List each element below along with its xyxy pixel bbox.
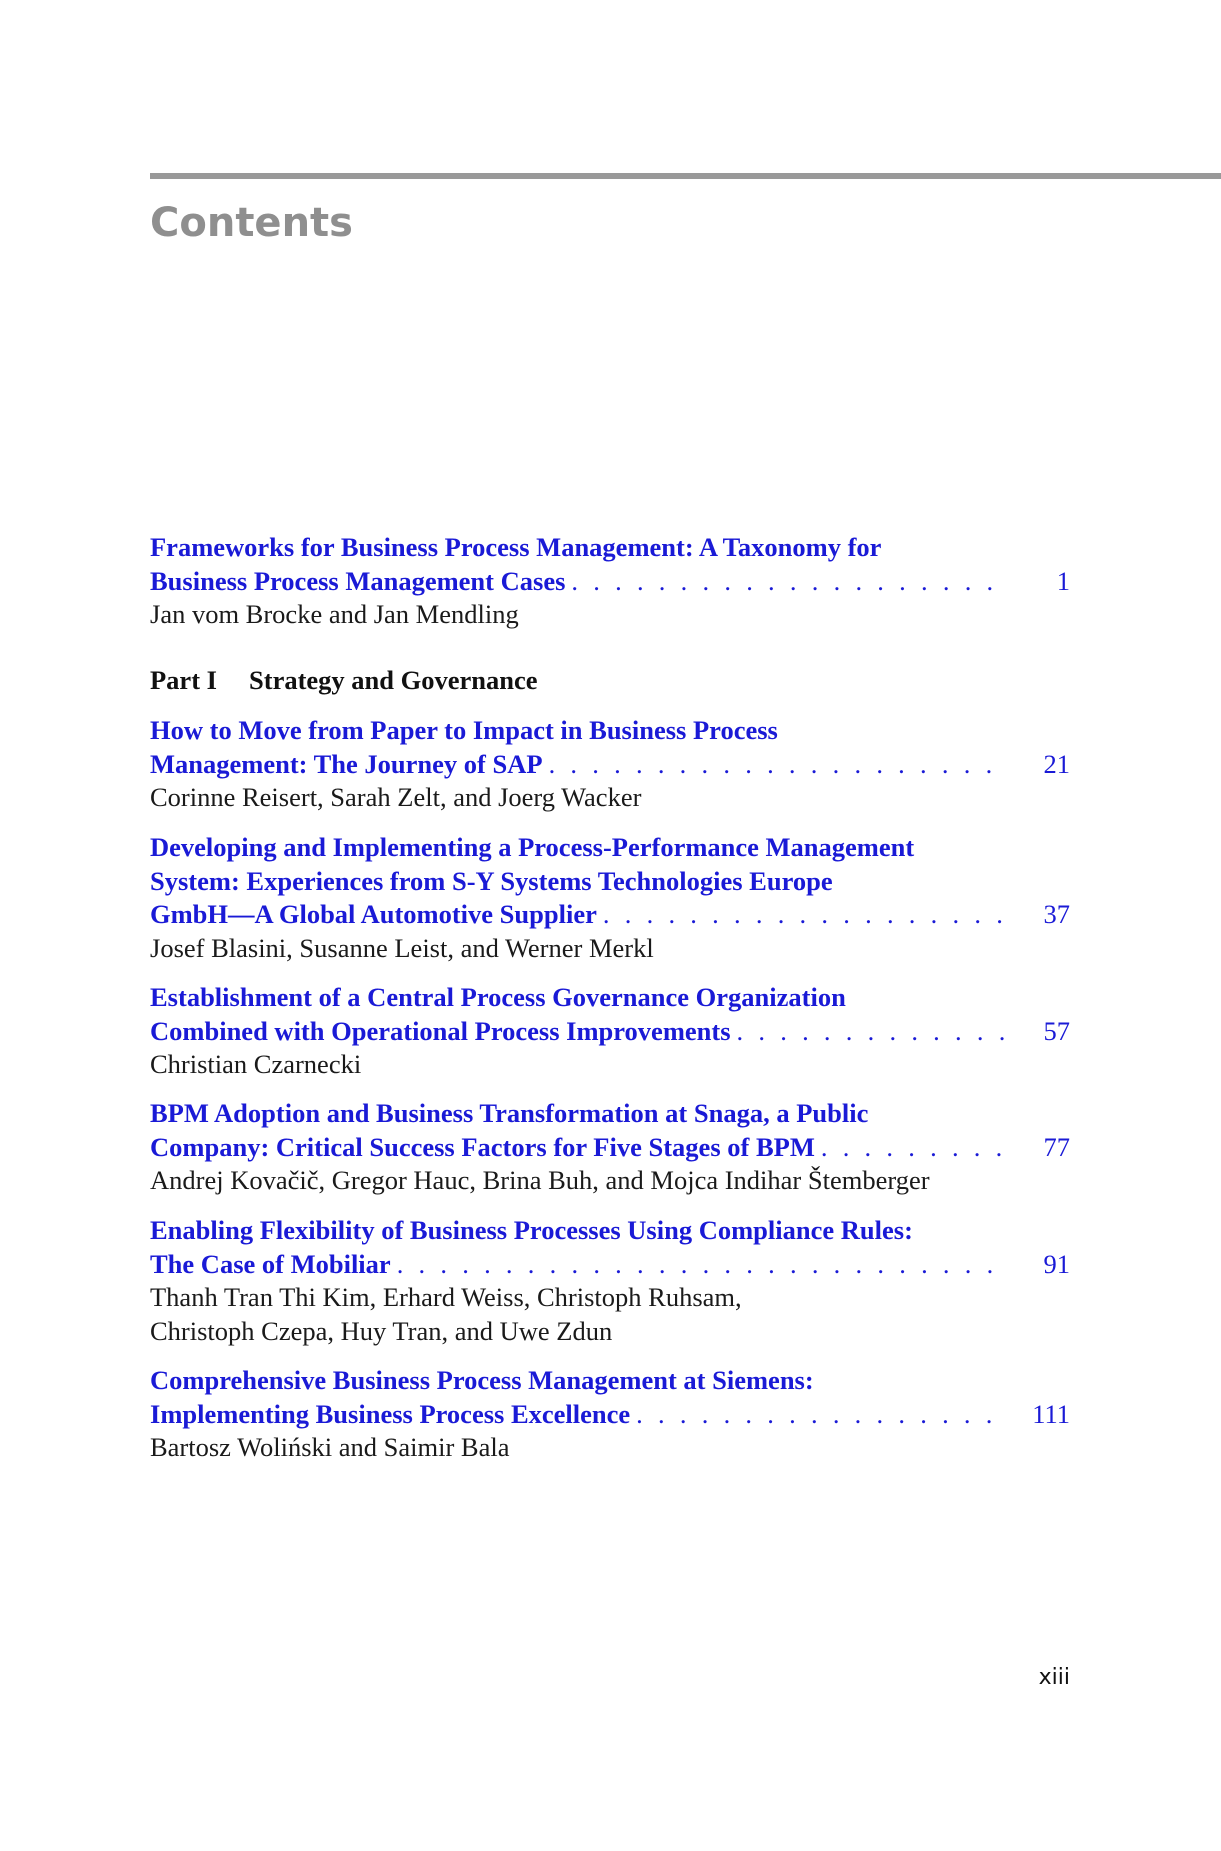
entry-page-number[interactable]: 91: [1043, 1248, 1070, 1279]
entry-title-line[interactable]: Establishment of a Central Process Governance Organization: [150, 982, 846, 1012]
entry-authors: Jan vom Brocke and Jan Mendling: [150, 599, 519, 629]
entry-page-number[interactable]: 21: [1043, 748, 1070, 779]
entry-authors: Christian Czarnecki: [150, 1049, 362, 1079]
dot-leader: [636, 1398, 1004, 1432]
entry-title-line[interactable]: Developing and Implementing a Process-Performance Management: [150, 832, 915, 862]
entry-title-line[interactable]: System: Experiences from S-Y Systems Technologies Europe: [150, 865, 833, 896]
entry-authors: Josef Blasini, Susanne Leist, and Werner Merkl: [150, 932, 654, 963]
entry-title-line[interactable]: BPM Adoption and Business Transformation at Snaga, a Public: [150, 1098, 869, 1128]
entry-authors: Bartosz Woliński and Saimir Bala: [150, 1432, 510, 1462]
entry-title-line[interactable]: Frameworks for Business Process Management: A Taxonomy for: [150, 532, 882, 562]
dot-leader: [571, 565, 1004, 599]
toc-entry[interactable]: [150, 831, 1070, 965]
entry-title-line[interactable]: Combined with Operational Process Improvements: [150, 1015, 731, 1046]
dot-leader: [397, 1248, 1004, 1282]
entry-page-number[interactable]: 37: [1043, 899, 1070, 929]
entry-authors: Thanh Tran Thi Kim, Erhard Weiss, Christoph Ruhsam,: [150, 1282, 742, 1312]
entry-page-number[interactable]: 77: [1043, 1131, 1070, 1162]
entry-title-line[interactable]: How to Move from Paper to Impact in Business Process: [150, 715, 778, 745]
toc-entry[interactable]: [150, 1097, 1070, 1198]
page-title: Contents: [150, 200, 353, 246]
entry-title-line[interactable]: Enabling Flexibility of Business Processes Using Compliance Rules:: [150, 1215, 913, 1245]
entry-title-line[interactable]: Comprehensive Business Process Management at Siemens:: [150, 1365, 814, 1395]
entry-authors: Andrej Kovačič, Gregor Hauc, Brina Buh, and Mojca Indihar Štemberger: [150, 1165, 930, 1195]
entry-title-line[interactable]: Implementing Business Process Excellence: [150, 1398, 631, 1429]
toc-entry[interactable]: [150, 531, 1070, 632]
toc-entry[interactable]: [150, 714, 1070, 815]
page-folio: xiii: [1038, 1665, 1070, 1690]
part-heading: [150, 664, 538, 698]
toc-entry[interactable]: [150, 1364, 1070, 1465]
entry-title-line[interactable]: Business Process Management Cases: [150, 565, 566, 596]
entry-title-line[interactable]: The Case of Mobiliar: [150, 1248, 391, 1279]
entry-authors: Corinne Reisert, Sarah Zelt, and Joerg Wacker: [150, 782, 642, 812]
entry-title-line[interactable]: Management: The Journey of SAP: [150, 748, 543, 779]
dot-leader: [737, 1015, 1004, 1049]
entry-title-line[interactable]: GmbH—A Global Automotive Supplier: [150, 899, 597, 929]
entry-page-number[interactable]: 111: [1032, 1398, 1070, 1429]
entry-title-line[interactable]: Company: Critical Success Factors for Five Stages of BPM: [150, 1131, 815, 1162]
part-number: Part I: [150, 665, 217, 695]
toc-entry[interactable]: [150, 981, 1070, 1082]
part-title: Strategy and Governance: [249, 665, 538, 695]
entry-page-number[interactable]: 57: [1043, 1015, 1070, 1046]
entry-page-number[interactable]: 1: [1056, 565, 1070, 596]
dot-leader: [603, 898, 1004, 932]
dot-leader: [549, 748, 1004, 782]
header-rule: [150, 173, 1221, 179]
toc-entry[interactable]: [150, 1214, 1070, 1348]
dot-leader: [821, 1131, 1004, 1165]
entry-authors: Christoph Czepa, Huy Tran, and Uwe Zdun: [150, 1315, 613, 1346]
